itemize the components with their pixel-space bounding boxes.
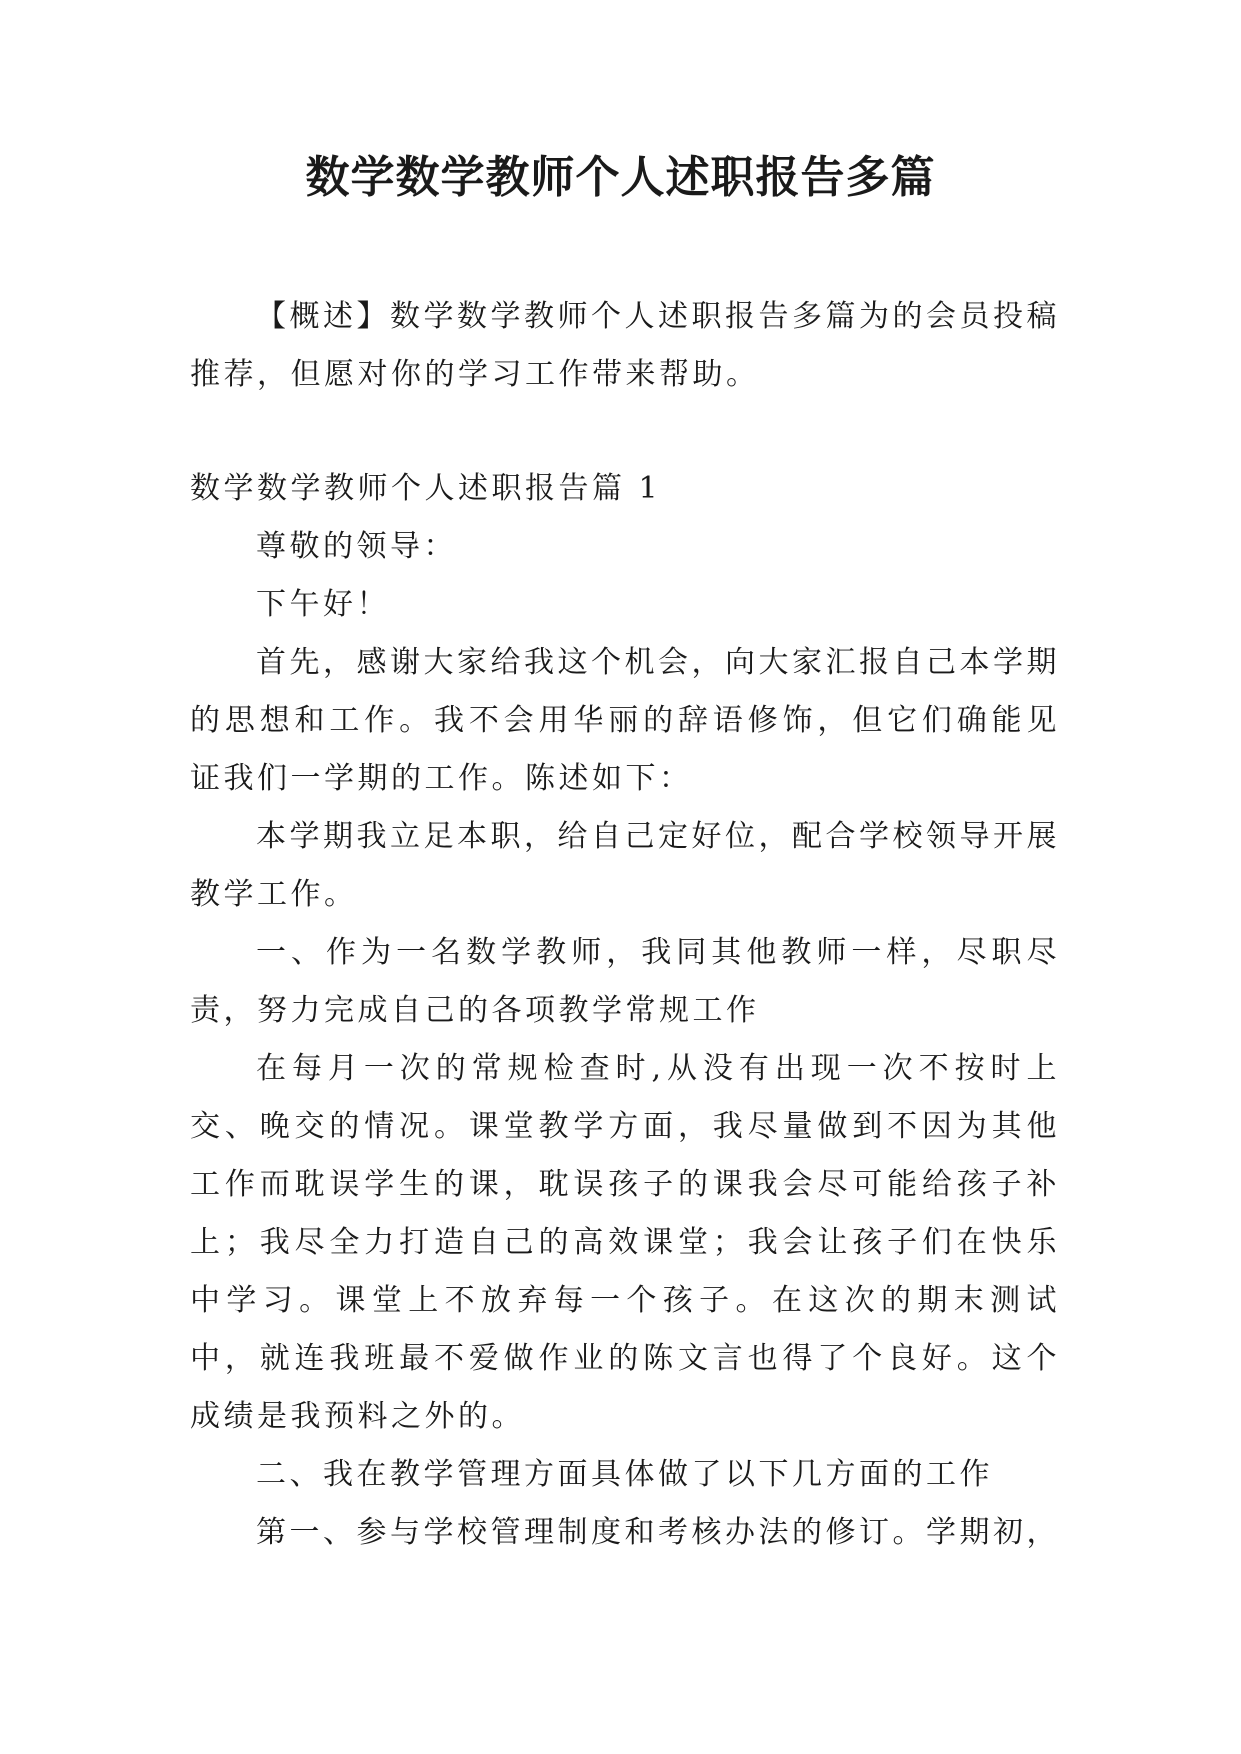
body-paragraph: 第一、参与学校管理制度和考核办法的修订。学期初，: [256, 1515, 1060, 1550]
body-paragraph: 二、我在教学管理方面具体做了以下几方面的工作: [256, 1457, 993, 1492]
summary-block: [190, 288, 1060, 404]
section-heading: 数学数学教师个人述职报告篇 1: [190, 471, 662, 506]
body-paragraph: 一、作为一名数学教师，我同其他教师一样，尽职尽责，努力完成自己的各项教学常规工作: [190, 935, 1060, 1028]
salutation: 尊敬的领导：: [256, 529, 457, 564]
document-title: 数学数学教师个人述职报告多篇: [305, 152, 936, 203]
body-paragraph: 首先，感谢大家给我这个机会，向大家汇报自己本学期的思想和工作。我不会用华丽的辞语修饰，但它们确能见证我们一学期的工作。陈述如下：: [190, 645, 1060, 796]
body-paragraph: 本学期我立足本职，给自己定好位，配合学校领导开展教学工作。: [190, 819, 1060, 912]
section-block: [190, 460, 1060, 1562]
body-paragraph: 在每月一次的常规检查时,从没有出现一次不按时上交、晚交的情况。课堂教学方面，我尽量做到不因为其他工作而耽误学生的课，耽误孩子的课我会尽可能给孩子补上；我尽全力打造自己的高效课堂；我会让孩子们在快乐中学习。课堂上不放弃每一个孩子。在这次的期末测试中，就连我班最不爱做作业的陈文言也得了个良好。这个成绩是我预料之外的。: [190, 1051, 1060, 1434]
summary-paragraph: 【概述】数学数学教师个人述职报告多篇为的会员投稿推荐，但愿对你的学习工作带来帮助。: [190, 299, 1060, 392]
greeting: 下午好！: [256, 587, 390, 622]
